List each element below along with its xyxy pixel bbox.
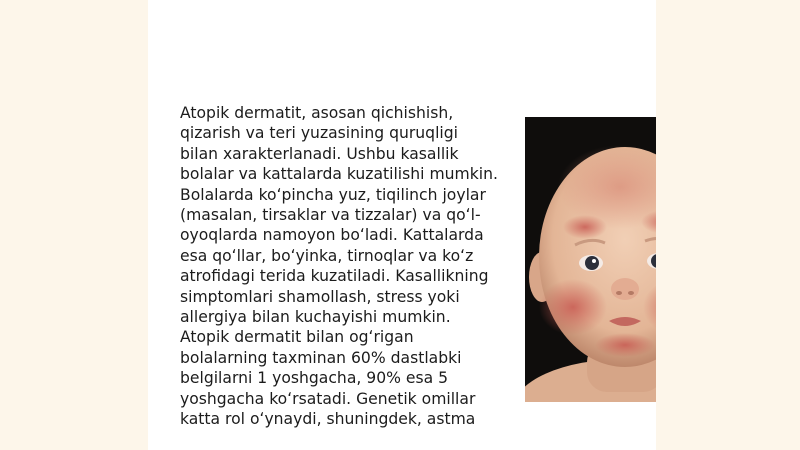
- left-nostril: [616, 291, 622, 295]
- left-margin: [0, 0, 148, 450]
- chin-rash: [595, 333, 655, 357]
- right-nostril: [628, 291, 634, 295]
- left-eye-highlight: [592, 259, 596, 263]
- document-page: [148, 0, 656, 450]
- infant-face-illustration: [525, 117, 656, 402]
- nose: [611, 278, 639, 300]
- right-margin: [656, 0, 800, 450]
- forehead-rash-left: [563, 215, 607, 239]
- infant-eczema-photo: [525, 117, 656, 402]
- left-cheek-rash: [539, 279, 607, 335]
- left-eye: [585, 256, 599, 270]
- body-paragraph: Atopik dermatit, asosan qichishish, qizarish va teri yuzasining quruqligi bilan xarakterlanadi. Ushbu kasallik bolalar va kattalarda kuzatilishi mumkin. Bolalarda koʻpincha yuz, tiqilinch joylar (masalan, tirsaklar va tizzalar) va qoʻl-oyoqlarda namoyon boʻladi. Kattalarda esa qoʻllar, boʻyinka, tirnoqlar va koʻz atrofidagi terida kuzatiladi. Kasallikning simptomlari shamollash, stress yoki allergiya bilan kuchayishi mumkin. Atopik dermatit bilan ogʻrigan bolalarning taxminan 60% dastlabki belgilarni 1 yoshgacha, 90% esa 5 yoshgacha koʻrsatadi. Genetik omillar katta rol oʻynaydi, shuningdek, astma: [180, 104, 498, 429]
